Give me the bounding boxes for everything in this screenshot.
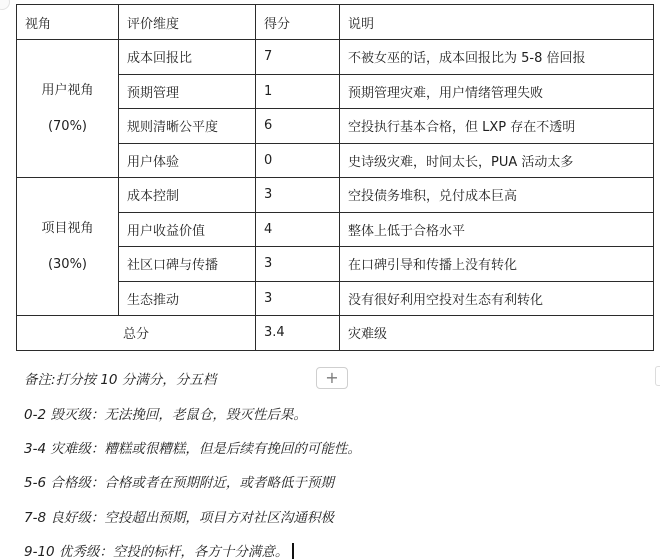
score-cell: 7 <box>256 40 340 75</box>
total-score: 3.4 <box>256 316 340 351</box>
score-table <box>16 4 654 351</box>
text-cursor <box>292 543 294 559</box>
description-cell: 空投债务堆积，兑付成本巨高 <box>340 178 654 213</box>
description-cell: 空投执行基本合格，但 LXP 存在不透明 <box>340 109 654 144</box>
dimension-cell: 预期管理 <box>119 74 256 109</box>
table-header-row <box>17 5 654 40</box>
score-cell: 3 <box>256 281 340 316</box>
score-cell: 0 <box>256 143 340 178</box>
dimension-cell: 生态推动 <box>119 281 256 316</box>
dimension-cell: 用户收益价值 <box>119 212 256 247</box>
corner-handle <box>0 0 10 10</box>
dimension-cell: 规则清晰公平度 <box>119 109 256 144</box>
total-row <box>17 316 654 351</box>
dimension-cell: 成本控制 <box>119 178 256 213</box>
plus-icon: + <box>325 368 339 387</box>
score-cell: 3 <box>256 178 340 213</box>
description-cell: 预期管理灾难，用户情绪管理失败 <box>340 74 654 109</box>
score-cell: 4 <box>256 212 340 247</box>
description-cell: 没有很好利用空投对生态有利转化 <box>340 281 654 316</box>
group-name: 项目视角 <box>41 220 94 236</box>
header-perspective: 视角 <box>17 5 119 40</box>
note-line[interactable]: 7-8 良好级：空投超出预期，项目方对社区沟通积极 <box>24 510 334 526</box>
group-weight: (70%) <box>47 118 88 134</box>
group-project-perspective <box>17 178 119 316</box>
score-cell: 3 <box>256 247 340 282</box>
dimension-cell: 社区口碑与传播 <box>119 247 256 282</box>
table-row <box>17 178 654 213</box>
add-row-button[interactable] <box>316 367 348 389</box>
note-line[interactable]: 0-2 毁灭级：无法挽回，老鼠仓，毁灭性后果。 <box>24 407 307 423</box>
header-dimension: 评价维度 <box>119 5 256 40</box>
header-description: 说明 <box>340 5 654 40</box>
edge-scroll-handle[interactable] <box>655 366 660 386</box>
group-name: 用户视角 <box>41 82 94 98</box>
dimension-cell: 用户体验 <box>119 143 256 178</box>
total-description: 灾难级 <box>340 316 654 351</box>
group-user-perspective <box>17 40 119 178</box>
score-cell: 6 <box>256 109 340 144</box>
description-cell: 不被女巫的话，成本回报比为 5-8 倍回报 <box>340 40 654 75</box>
note-line[interactable]: 5-6 合格级：合格或者在预期附近，或者略低于预期 <box>24 475 334 491</box>
description-cell: 史诗级灾难，时间太长，PUA 活动太多 <box>340 143 654 178</box>
table-row <box>17 40 654 75</box>
note-line[interactable]: 备注:打分按 10 分满分，分五档 <box>24 372 217 388</box>
score-cell: 1 <box>256 74 340 109</box>
description-cell: 在口碑引导和传播上没有转化 <box>340 247 654 282</box>
group-weight: (30%) <box>47 256 88 272</box>
header-score: 得分 <box>256 5 340 40</box>
dimension-cell: 成本回报比 <box>119 40 256 75</box>
note-line[interactable]: 3-4 灾难级：糟糕或很糟糕，但是后续有挽回的可能性。 <box>24 441 361 457</box>
note-text: 9-10 优秀级：空投的标杆，各方十分满意。 <box>24 544 289 560</box>
total-label: 总分 <box>17 316 256 351</box>
note-line-last[interactable] <box>24 540 294 560</box>
description-cell: 整体上低于合格水平 <box>340 212 654 247</box>
